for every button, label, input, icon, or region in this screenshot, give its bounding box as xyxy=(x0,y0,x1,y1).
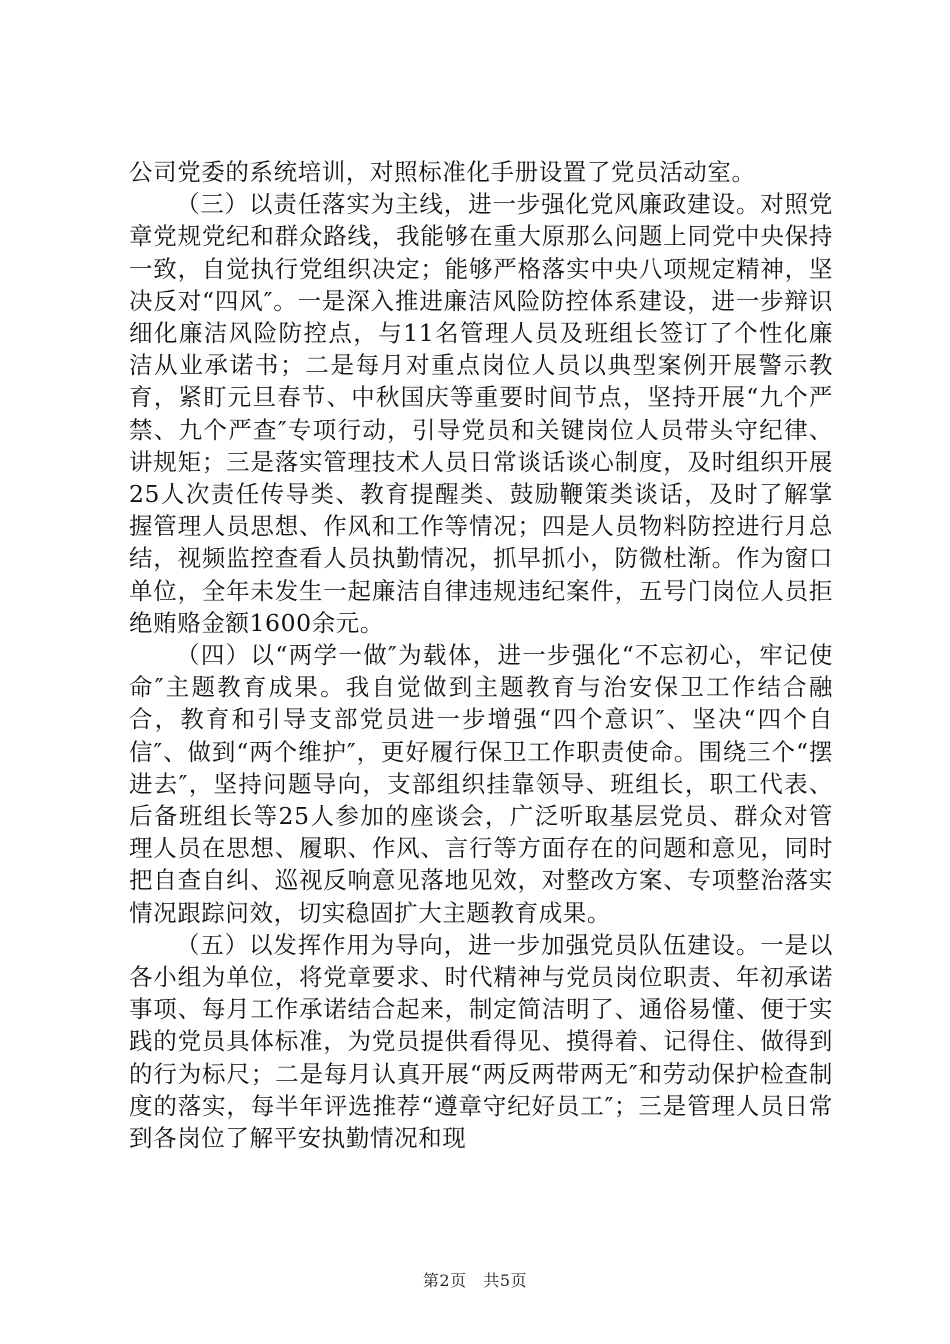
paragraph-1: 公司党委的系统培训，对照标准化手册设置了党员活动室。 xyxy=(129,158,756,186)
footer-separator xyxy=(472,1271,478,1290)
paragraph-3: （四）以“两学一做″为载体，进一步强化“不忘初心，牢记使命″主题教育成果。我自觉做到主题教育与治安保卫工作结合融合，教育和引导支部党员进一步增强“四个意识″、坚决“四个自信″、做到“两个维护″，更好履行保卫工作职责使命。围绕三个“摆进去″，坚持问题导向，支部组织挂靠领导、班组长，职工代表、后备班组长等25人参加的座谈会，广泛听取基层党员、群众对管理人员在思想、履职、作风、言行等方面存在的问题和意见，同时把自查自纠、巡视反响意见落地见效，对整改方案、专项整治落实情况跟踪问效，切实稳固扩大主题教育成果。 xyxy=(129,641,833,927)
page-total: 共5页 xyxy=(483,1271,528,1290)
document-body xyxy=(129,156,833,1154)
paragraph-2: （三）以责任落实为主线，进一步强化党风廉政建设。对照党章党规党纪和群众路线，我能够在重大原那么问题上同党中央保持一致，自觉执行党组织决定；能够严格落实中央八项规定精神，坚决反对“四风″。一是深入推进廉洁风险防控体系建设，进一步辩识细化廉洁风险防控点，与11名管理人员及班组长签订了个性化廉洁从业承诺书；二是每月对重点岗位人员以典型案例开展警示教育，紧盯元旦春节、中秋国庆等重要时间节点，坚持开展“九个严禁、九个严查″专项行动，引导党员和关键岗位人员带头守纪律、讲规矩；三是落实管理技术人员日常谈话谈心制度，及时组织开展25人次责任传导类、教育提醒类、鼓励鞭策类谈话，及时了解掌握管理人员思想、作风和工作等情况；四是人员物料防控进行月总结，视频监控查看人员执勤情况，抓早抓小，防微杜渐。作为窗口单位，全年未发生一起廉洁自律违规违纪案件，五号门岗位人员拒绝贿赂金额1600余元。 xyxy=(129,190,833,637)
paragraph-4: （五）以发挥作用为导向，进一步加强党员队伍建设。一是以各小组为单位，将党章要求、时代精神与党员岗位职责、年初承诺事项、每月工作承诺结合起来，制定简洁明了、通俗易懂、便于实践的党员具体标准，为党员提供看得见、摸得着、记得住、做得到的行为标尺；二是每月认真开展“两反两带两无″和劳动保护检查制度的落实，每半年评选推荐“遵章守纪好员工″；三是管理人员日常到各岗位了解平安执勤情况和现 xyxy=(129,930,833,1153)
page-number: 第2页 xyxy=(422,1271,467,1290)
page-footer xyxy=(0,1271,950,1291)
